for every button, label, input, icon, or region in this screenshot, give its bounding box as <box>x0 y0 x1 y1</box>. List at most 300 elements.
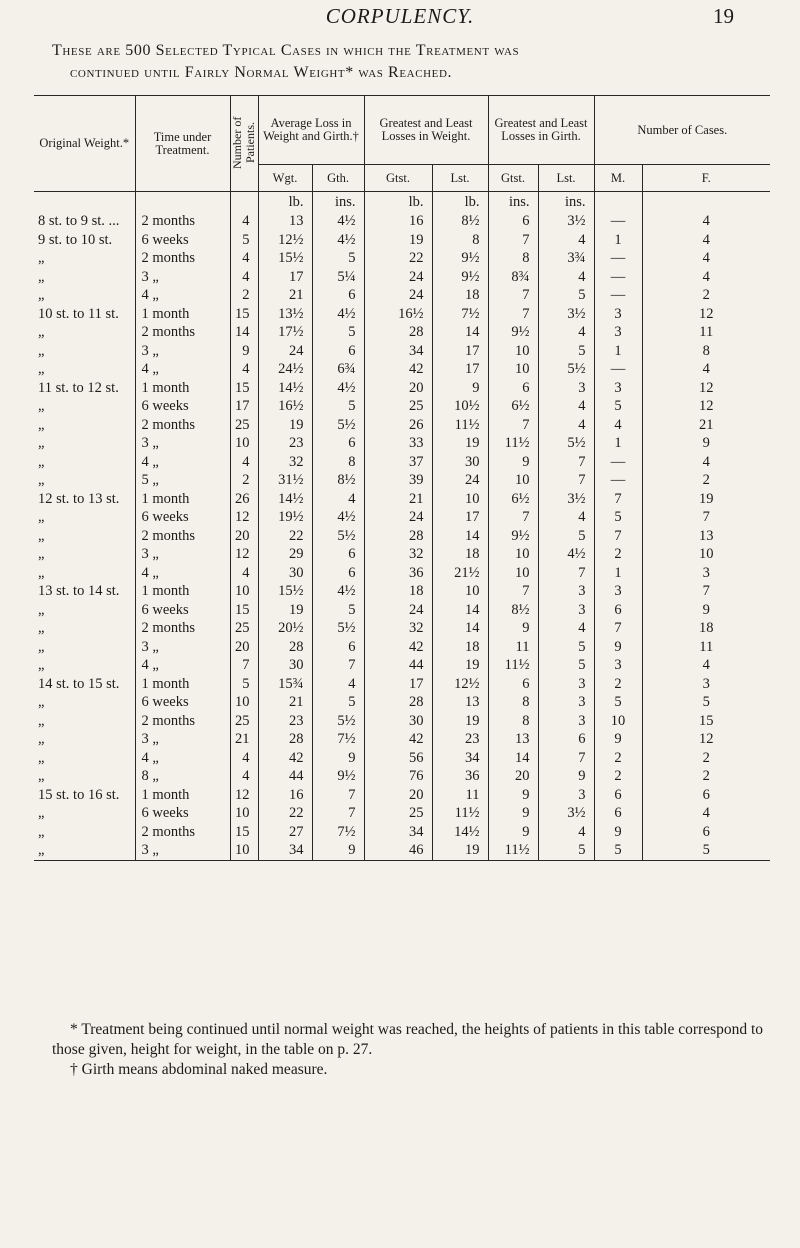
table-row <box>34 823 770 842</box>
table-cell: „ <box>34 268 135 287</box>
table-cell: 19 <box>364 231 432 250</box>
table-caption <box>52 40 772 84</box>
table-cell: 9 <box>230 342 258 361</box>
table-cell: 8 „ <box>135 767 230 786</box>
table-cell: 3 „ <box>135 545 230 564</box>
table-row <box>34 601 770 620</box>
table-cell: 15½ <box>258 582 312 601</box>
table-cell: 6 <box>312 434 364 453</box>
table-cell: 2 <box>702 472 710 488</box>
table-cell: 9 st. to 10 st. <box>34 231 135 250</box>
table-cell: „ <box>34 286 135 305</box>
table-cell: 15¾ <box>258 675 312 694</box>
table-cell: 10½ <box>432 397 488 416</box>
table-cell: — <box>594 453 642 472</box>
table-cell: 18 <box>699 620 714 636</box>
table-cell: 12½ <box>258 231 312 250</box>
table-cell: 9 <box>702 435 710 451</box>
table-cell: 9 <box>488 786 538 805</box>
table-row <box>34 545 770 564</box>
table-cell: 1 month <box>135 675 230 694</box>
table-cell: 7½ <box>312 823 364 842</box>
table-cell: 11 <box>432 786 488 805</box>
table-row <box>34 564 770 583</box>
table-row <box>34 730 770 749</box>
table-cell: 17 <box>432 360 488 379</box>
table-cell: 1 <box>594 342 642 361</box>
table-cell: 14½ <box>258 490 312 509</box>
table-cell: 4½ <box>312 212 364 231</box>
table-cell: 7 <box>488 416 538 435</box>
header-gtst-girth: Gtst. <box>488 165 538 192</box>
header-girth-losses: Greatest and Least Losses in Girth. <box>488 96 594 165</box>
table-cell: 21 <box>699 416 714 433</box>
table-cell: 7 <box>488 231 538 250</box>
table-cell: 7 <box>702 583 710 599</box>
table-cell: 10 <box>230 582 258 601</box>
table-cell: 5 <box>312 693 364 712</box>
table-cell: 21 <box>364 490 432 509</box>
table-cell: 4 „ <box>135 564 230 583</box>
table-cell: 4 <box>230 767 258 786</box>
table-cell: 13 <box>699 527 714 544</box>
table-cell: 1 month <box>135 490 230 509</box>
table-cell: 6½ <box>488 397 538 416</box>
table-cell: 9½ <box>312 767 364 786</box>
table-cell: 4 „ <box>135 453 230 472</box>
table-cell: 44 <box>364 656 432 675</box>
table-cell: 9 <box>594 823 642 842</box>
table-cell: 9 <box>702 601 710 618</box>
header-patients <box>230 96 258 192</box>
table-cell: 6 <box>702 823 710 840</box>
table-cell: 2 months <box>135 212 230 231</box>
table-cell: „ <box>34 342 135 361</box>
table-cell: 7 <box>488 305 538 324</box>
table-cell: 34 <box>364 342 432 361</box>
table-cell: 9½ <box>432 249 488 268</box>
table-cell: 3 <box>702 564 710 581</box>
table-cell: 15 <box>699 712 714 729</box>
table-cell: 5 <box>642 841 770 860</box>
unit-cell: ins. <box>488 192 538 213</box>
table-cell: 15 <box>230 823 258 842</box>
table-cell: 4½ <box>312 508 364 527</box>
table-cell: 8½ <box>312 471 364 490</box>
table-cell: — <box>594 268 642 287</box>
table-cell: 2 <box>702 287 710 303</box>
table-cell: 13½ <box>258 305 312 324</box>
table-cell: 5 <box>230 231 258 250</box>
table-cell: 12 <box>699 398 714 414</box>
table-cell: 4½ <box>312 231 364 250</box>
table-row <box>34 342 770 361</box>
table-cell: 4 <box>538 508 594 527</box>
table-cell: 10 <box>230 693 258 712</box>
table-cell: 6 <box>312 638 364 657</box>
table-cell: „ <box>34 545 135 564</box>
table-cell: 14 <box>432 601 488 620</box>
table-cell: 4 <box>702 250 710 266</box>
table-cell: „ <box>34 712 135 731</box>
table-cell: 5 <box>538 342 594 361</box>
table-cell: 15½ <box>258 249 312 268</box>
table-row <box>34 767 770 786</box>
table-row <box>34 360 770 379</box>
table-cell: 14½ <box>258 379 312 398</box>
unit-cell: lb. <box>258 192 312 213</box>
table-cell: 8½ <box>488 601 538 620</box>
table-cell: 7 <box>538 471 594 490</box>
table-cell: 12 <box>230 786 258 805</box>
table-cell: 4 „ <box>135 360 230 379</box>
table-cell: 34 <box>364 823 432 842</box>
table-cell: 2 months <box>135 416 230 435</box>
table-cell: 9½ <box>488 323 538 342</box>
table-cell: 10 <box>230 841 258 860</box>
table-cell: 4 <box>230 212 258 231</box>
header-female: F. <box>642 165 770 192</box>
table-cell: 5½ <box>312 619 364 638</box>
table-cell: 76 <box>364 767 432 786</box>
table-cell: 7 <box>312 804 364 823</box>
table-cell: 20 <box>488 767 538 786</box>
header-time: Time under Treatment. <box>135 96 230 192</box>
table-cell: 1 month <box>135 582 230 601</box>
table-cell: „ <box>34 416 135 435</box>
table-cell: 28 <box>258 638 312 657</box>
table-cell: „ <box>34 823 135 842</box>
table-cell: 2 <box>702 768 710 784</box>
table-cell: 21 <box>258 693 312 712</box>
table-cell: 6 <box>488 212 538 231</box>
table-cell: 5 <box>538 527 594 546</box>
table-cell: „ <box>34 619 135 638</box>
table-cell: 3½ <box>538 804 594 823</box>
table-cell: 37 <box>364 453 432 472</box>
table-cell: 42 <box>364 360 432 379</box>
table-cell: 4 <box>702 231 710 248</box>
table-cell: 15 st. to 16 st. <box>34 786 135 805</box>
header-patients-label: Number of Patients. <box>230 115 257 169</box>
table-cell: 3 <box>594 656 642 675</box>
header-gtst-weight: Gtst. <box>364 165 432 192</box>
table-cell: — <box>594 286 642 305</box>
table-cell: 23 <box>258 712 312 731</box>
table-cell: 7 <box>538 564 594 583</box>
table-cell: 5 <box>312 249 364 268</box>
table-cell: 19 <box>432 712 488 731</box>
table-cell: 15 <box>230 379 258 398</box>
table-cell: 4 <box>702 453 710 470</box>
table-cell: 17½ <box>258 323 312 342</box>
header-male: M. <box>594 165 642 192</box>
table-cell: 5½ <box>312 527 364 546</box>
table-cell: 4 <box>230 453 258 472</box>
table-row <box>34 323 770 342</box>
table-cell: 2 <box>594 749 642 768</box>
table-cell: 24 <box>364 268 432 287</box>
table-cell: 56 <box>364 749 432 768</box>
table-cell: 6 weeks <box>135 804 230 823</box>
table-cell: 18 <box>364 582 432 601</box>
table-cell: „ <box>34 397 135 416</box>
table-row <box>34 305 770 324</box>
table-cell: — <box>594 212 642 231</box>
table-cell: 19 <box>258 416 312 435</box>
table-cell: 9 <box>488 619 538 638</box>
table-cell: 9½ <box>488 527 538 546</box>
table-cell: 6 weeks <box>135 508 230 527</box>
table-cell: 4 <box>538 416 594 435</box>
table-cell: 9 <box>488 823 538 842</box>
table-cell: 20 <box>230 527 258 546</box>
table-cell: 25 <box>364 397 432 416</box>
table-cell: 10 <box>488 545 538 564</box>
table-cell: 2 months <box>135 323 230 342</box>
table-cell: 21 <box>230 730 258 749</box>
table-cell: 6¾ <box>312 360 364 379</box>
table-cell: 3 <box>594 305 642 324</box>
table-cell: 9 <box>488 453 538 472</box>
table-cell: 3 <box>594 582 642 601</box>
table-cell: 28 <box>258 730 312 749</box>
table-cell: — <box>594 249 642 268</box>
table-cell: 5 <box>312 397 364 416</box>
table-cell: 39 <box>364 471 432 490</box>
table-cell: 2 <box>230 286 258 305</box>
table-cell: 30 <box>258 656 312 675</box>
table-cell: 6 <box>594 786 642 805</box>
table-cell: 10 <box>488 471 538 490</box>
table-cell: 5 <box>702 694 710 710</box>
table-row <box>34 675 770 694</box>
table-cell: 10 <box>432 582 488 601</box>
table-cell: 17 <box>364 675 432 694</box>
table-cell: 3 <box>538 379 594 398</box>
table-cell: 24 <box>364 286 432 305</box>
table-cell: 12 st. to 13 st. <box>34 490 135 509</box>
table-cell: 42 <box>364 638 432 657</box>
table-cell: 6 <box>594 601 642 620</box>
table-cell: 11½ <box>432 416 488 435</box>
table-cell: 36 <box>432 767 488 786</box>
unit-cell <box>230 192 258 213</box>
table-cell: 24½ <box>258 360 312 379</box>
table-cell: 8 st. to 9 st. ... <box>34 212 135 231</box>
table-cell: 22 <box>258 804 312 823</box>
table-cell: 6 <box>488 379 538 398</box>
table-cell: 27 <box>258 823 312 842</box>
table-cell: 26 <box>230 490 258 509</box>
header-original-weight: Original Weight.* <box>34 96 135 192</box>
table-row <box>34 231 770 250</box>
table-cell: 3 „ <box>135 638 230 657</box>
unit-cell: lb. <box>364 192 432 213</box>
table-cell: 7½ <box>312 730 364 749</box>
table-cell: 7 <box>488 286 538 305</box>
table-cell: 20½ <box>258 619 312 638</box>
table-cell: 2 months <box>135 619 230 638</box>
table-cell: 7 <box>488 582 538 601</box>
table-cell: 19½ <box>258 508 312 527</box>
table-cell: „ <box>34 767 135 786</box>
table-cell: 5 <box>538 286 594 305</box>
table-cell: 33 <box>364 434 432 453</box>
table-cell: 4 <box>230 249 258 268</box>
table-cell: 31½ <box>258 471 312 490</box>
table-cell: 10 <box>230 434 258 453</box>
table-cell: 24 <box>258 342 312 361</box>
table-cell: 4 <box>702 361 710 377</box>
unit-cell: ins. <box>538 192 594 213</box>
table-cell: 1 <box>594 434 642 453</box>
table-cell: 14 st. to 15 st. <box>34 675 135 694</box>
table-cell: 1 month <box>135 786 230 805</box>
table-cell: 1 <box>594 231 642 250</box>
table-cell: „ <box>34 601 135 620</box>
table-cell: 34 <box>258 841 312 860</box>
table-cell: 6 weeks <box>135 231 230 250</box>
table-cell: 14½ <box>432 823 488 842</box>
table-cell: 30 <box>364 712 432 731</box>
table-cell: 12 <box>699 305 714 322</box>
table-cell: 28 <box>364 527 432 546</box>
table-cell: 6 <box>488 675 538 694</box>
caption-line-2: continued until Fairly Normal Weight* was Reached. <box>70 64 453 81</box>
table-cell: 3¾ <box>538 249 594 268</box>
table-cell: 3 „ <box>135 841 230 860</box>
table-cell: 6 <box>312 286 364 305</box>
table-cell: 23 <box>258 434 312 453</box>
table-cell: 20 <box>364 379 432 398</box>
table-cell: 7 <box>594 490 642 509</box>
table-cell: 9½ <box>432 268 488 287</box>
table-cell: 8 <box>488 712 538 731</box>
table-cell: 5¼ <box>312 268 364 287</box>
table-row <box>34 471 770 490</box>
table-cell: „ <box>34 841 135 860</box>
table-cell: 4½ <box>538 545 594 564</box>
header-gth: Gth. <box>312 165 364 192</box>
table-cell: 7 <box>594 527 642 546</box>
table-cell: 6 <box>538 730 594 749</box>
header-cases: Number of Cases. <box>594 96 770 165</box>
table-cell: „ <box>34 656 135 675</box>
table-cell: 5½ <box>538 434 594 453</box>
table-cell: 29 <box>258 545 312 564</box>
header-lst-weight: Lst. <box>432 165 488 192</box>
table-cell: 3½ <box>538 305 594 324</box>
table-cell: 22 <box>258 527 312 546</box>
table-cell: 16½ <box>258 397 312 416</box>
table-cell: 4 <box>702 268 710 285</box>
table-row <box>34 749 770 768</box>
table-cell: „ <box>34 471 135 490</box>
table-row <box>34 249 770 268</box>
table-row <box>34 453 770 472</box>
table-cell: 25 <box>230 712 258 731</box>
caption-line-1: These are 500 Selected Typical Cases in which the Treatment was <box>52 42 520 59</box>
table-row <box>34 379 770 398</box>
table-cell: 24 <box>432 471 488 490</box>
table-cell: 26 <box>364 416 432 435</box>
table-cell: 24 <box>364 601 432 620</box>
table-cell: 11 <box>488 638 538 657</box>
table-cell: 4 <box>538 397 594 416</box>
table-cell: 16 <box>364 212 432 231</box>
table-cell: 15 <box>230 305 258 324</box>
table-cell: 9 <box>488 804 538 823</box>
table-cell: 30 <box>258 564 312 583</box>
table-cell: 4 <box>538 619 594 638</box>
table-row <box>34 693 770 712</box>
table-cell: 12½ <box>432 675 488 694</box>
table-cell: 7 <box>312 656 364 675</box>
table-cell: „ <box>34 749 135 768</box>
table-cell: 3 <box>538 693 594 712</box>
table-cell: 10 <box>594 712 642 731</box>
table-cell: 12 <box>699 379 714 396</box>
footnotes <box>52 1020 772 1080</box>
table-row <box>34 397 770 416</box>
table-cell: 4 <box>594 416 642 435</box>
table-cell: 11½ <box>488 656 538 675</box>
table-cell: 4 <box>538 231 594 250</box>
table-cell: 12 <box>230 545 258 564</box>
table-cell: 17 <box>258 268 312 287</box>
table-cell: 30 <box>432 453 488 472</box>
table-cell: 19 <box>699 490 714 507</box>
table-cell: 14 <box>488 749 538 768</box>
table-cell: 10 st. to 11 st. <box>34 305 135 324</box>
table-cell: 19 <box>432 841 488 860</box>
table-cell: 4 <box>702 213 710 229</box>
table-cell: 2 <box>594 767 642 786</box>
table-cell: 12 <box>230 508 258 527</box>
running-title: CORPULENCY. <box>325 4 475 28</box>
unit-cell <box>135 192 230 213</box>
table-cell: „ <box>34 360 135 379</box>
table-cell: 2 <box>594 675 642 694</box>
cases-table <box>34 95 770 861</box>
table-cell: 11½ <box>488 841 538 860</box>
table-cell: 4½ <box>312 305 364 324</box>
table-cell: 36 <box>364 564 432 583</box>
table-cell: 6½ <box>488 490 538 509</box>
table-cell: 7½ <box>432 305 488 324</box>
table-cell: 25 <box>230 416 258 435</box>
table-cell: 10 <box>488 342 538 361</box>
table-cell: 3 „ <box>135 268 230 287</box>
units-row <box>34 192 770 213</box>
table-cell: 18 <box>432 545 488 564</box>
table-cell: 5 <box>538 638 594 657</box>
table-cell: 4 <box>538 323 594 342</box>
table-cell: 11 <box>699 638 714 655</box>
unit-cell <box>642 192 770 213</box>
table-row <box>34 619 770 638</box>
table-cell: 4 <box>230 564 258 583</box>
table-cell: 2 <box>702 749 710 766</box>
table-cell: 2 months <box>135 712 230 731</box>
table-cell: 13 <box>432 693 488 712</box>
table-cell: 4 <box>702 805 710 821</box>
table-cell: 21 <box>258 286 312 305</box>
unit-cell <box>594 192 642 213</box>
table-cell: 13 st. to 14 st. <box>34 582 135 601</box>
table-cell: 9 <box>594 730 642 749</box>
